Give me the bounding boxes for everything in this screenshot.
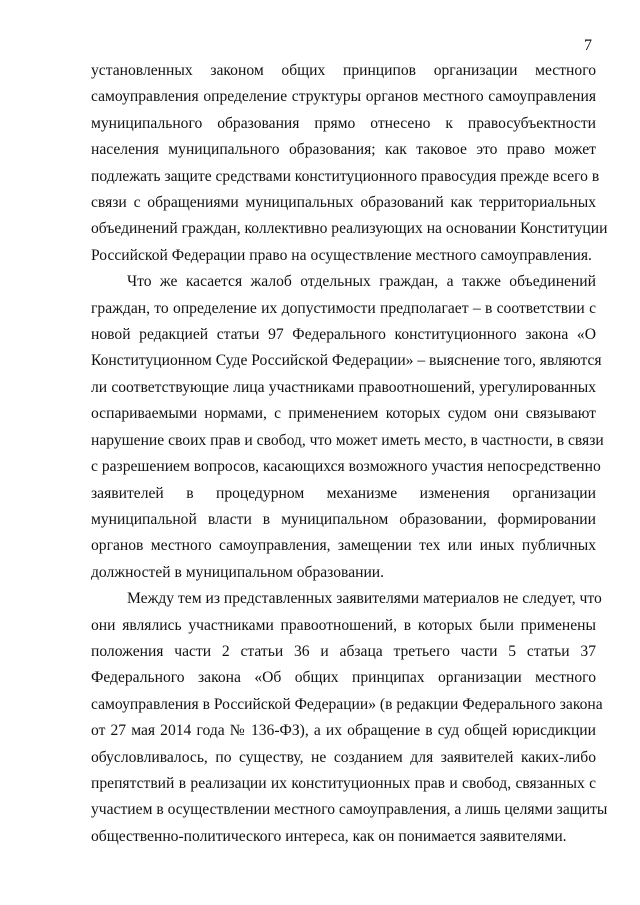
paragraph-1: [91, 58, 608, 269]
document-body: [91, 58, 608, 850]
text-line: самоуправления определение структуры органов местного самоуправления: [91, 88, 596, 106]
text-line: органов местного самоуправления, замещении тех или иных публичных: [91, 537, 596, 555]
text-line: самоуправления в Российской Федерации» (в редакции Федерального закона: [91, 695, 603, 713]
text-line: участием в осуществлении местного самоуправления, а лишь целями защиты: [91, 801, 608, 819]
paragraph-2: [91, 269, 604, 586]
text-line: от 27 мая 2014 года № 136-ФЗ), а их обращение в суд общей юрисдикции: [91, 722, 596, 740]
text-line: должностей в муниципальном образовании.: [91, 563, 385, 581]
text-line: Российской Федерации право на осуществление местного самоуправления.: [91, 246, 592, 264]
text-line: ли соответствующие лица участниками правоотношений, урегулированных: [91, 378, 596, 396]
text-line: муниципального образования прямо отнесено к правосубъектности: [91, 114, 596, 132]
paragraph-3: [91, 586, 608, 850]
text-line: нарушение своих прав и свобод, что может иметь место, в частности, в связи: [91, 431, 604, 449]
text-line: Конституционном Суде Российской Федерации» – выяснение того, являются: [91, 352, 602, 370]
text-line: они являлись участниками правоотношений, в которых были применены: [91, 616, 596, 634]
text-line: Федерального закона «Об общих принципах организации местного: [91, 669, 596, 687]
text-line: граждан, то определение их допустимости предполагает – в соответствии с: [91, 299, 596, 317]
text-line: общественно-политического интереса, как он понимается заявителями.: [91, 827, 567, 845]
text-line: связи с обращениями муниципальных образований как территориальных: [91, 194, 596, 212]
text-line: Что же касается жалоб отдельных граждан, а также объединений: [127, 273, 596, 291]
text-line: препятствий в реализации их конституционных прав и свобод, связанных с: [91, 774, 596, 792]
text-line: Между тем из представленных заявителями материалов не следует, что: [127, 590, 602, 608]
text-line: обусловливалось, по существу, не созданием для заявителей каких-либо: [91, 748, 596, 766]
text-line: населения муниципального образования; как таковое это право может: [91, 141, 596, 159]
page-number: 7: [584, 37, 592, 54]
text-line: установленных законом общих принципов организации местного: [91, 62, 596, 79]
text-line: объединений граждан, коллективно реализующих на основании Конституции: [91, 220, 608, 238]
text-line: муниципальной власти в муниципальном образовании, формировании: [91, 510, 596, 528]
text-line: положения части 2 статьи 36 и абзаца третьего части 5 статьи 37: [91, 642, 596, 660]
text-line: подлежать защите средствами конституционного правосудия прежде всего в: [91, 167, 600, 185]
text-line: новой редакцией статьи 97 Федерального конституционного закона «О: [91, 326, 596, 344]
text-line: заявителей в процедурном механизме изменения организации: [91, 484, 596, 502]
text-line: оспариваемыми нормами, с применением которых судом они связывают: [91, 405, 596, 423]
text-line: с разрешением вопросов, касающихся возможного участия непосредственно: [91, 458, 601, 476]
